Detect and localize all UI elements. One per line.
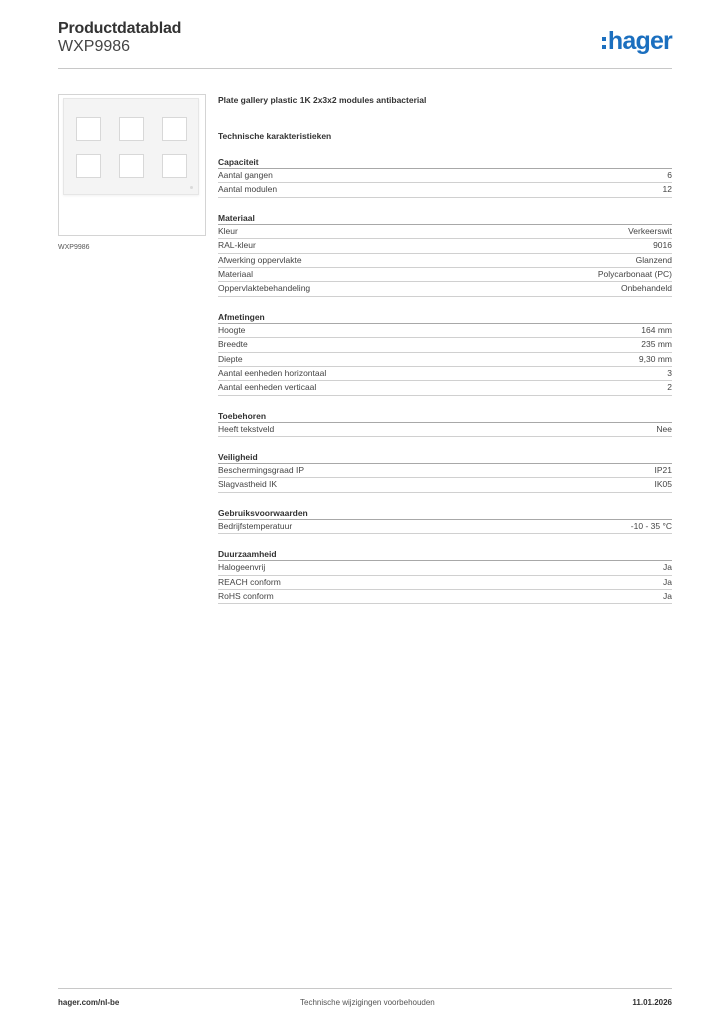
spec-value: Polycarbonaat (PC): [597, 268, 672, 279]
spec-value: -10 - 35 °C: [630, 520, 672, 531]
footer-date: 11.01.2026: [632, 998, 672, 1007]
spec-section: [218, 212, 672, 297]
module-opening: [76, 154, 101, 178]
section-title: Afmetingen: [218, 311, 672, 324]
spec-label: REACH conform: [218, 576, 281, 587]
section-title: Toebehoren: [218, 410, 672, 423]
spec-label: Aantal eenheden verticaal: [218, 382, 317, 393]
spec-value: 164 mm: [641, 324, 672, 335]
footer-note: Technische wijzigingen voorbehouden: [300, 998, 435, 1007]
spec-value: 6: [667, 170, 672, 180]
spec-value: Ja: [663, 576, 672, 587]
spec-value: Ja: [663, 591, 672, 602]
spec-row: [218, 464, 672, 478]
module-opening: [76, 117, 101, 141]
spec-section: [218, 410, 672, 437]
spec-value: 2: [667, 382, 672, 393]
section-title: Gebruiksvoorwaarden: [218, 507, 672, 520]
spec-value: Onbehandeld: [620, 283, 672, 294]
spec-row: [218, 478, 672, 492]
spec-row: [218, 324, 672, 338]
spec-row: [218, 183, 672, 197]
spec-label: Slagvastheid IK: [218, 479, 278, 490]
spec-section: [218, 311, 672, 396]
tech-heading: Technische karakteristieken: [218, 131, 332, 141]
spec-row: [218, 381, 672, 395]
spec-value: 12: [662, 184, 672, 195]
module-opening: [162, 154, 187, 178]
hager-logo: [602, 26, 672, 56]
spec-row: [218, 338, 672, 352]
spec-value: 235 mm: [641, 339, 672, 350]
section-title: Capaciteit: [218, 156, 672, 169]
spec-row: [218, 576, 672, 590]
spec-value: Ja: [663, 562, 672, 573]
spec-row: [218, 225, 672, 239]
footer-url: hager.com/nl-be: [58, 998, 120, 1007]
spec-label: Aantal eenheden horizontaal: [218, 367, 327, 378]
spec-row: [218, 520, 672, 534]
module-opening: [119, 154, 144, 178]
spec-section: [218, 156, 672, 198]
spec-label: Materiaal: [218, 268, 253, 279]
footer-divider: [58, 988, 672, 989]
section-title: Materiaal: [218, 212, 672, 225]
logo-dots-icon: [602, 37, 606, 49]
spec-label: Diepte: [218, 353, 243, 364]
spec-label: Aantal modulen: [218, 184, 278, 195]
spec-value: Nee: [656, 423, 672, 434]
spec-row: [218, 367, 672, 381]
spec-row: [218, 254, 672, 268]
spec-value: Glanzend: [635, 254, 672, 265]
image-caption: WXP9986: [58, 244, 90, 251]
spec-label: Oppervlaktebehandeling: [218, 283, 311, 294]
spec-row: [218, 169, 672, 183]
logo-wordmark: hager: [607, 26, 672, 55]
spec-row: [218, 423, 672, 437]
spec-value: IP21: [654, 465, 672, 476]
header-divider: [58, 68, 672, 69]
spec-row: [218, 561, 672, 575]
spec-label: Beschermingsgraad IP: [218, 465, 304, 476]
module-opening: [119, 117, 144, 141]
spec-label: Bedrijfstemperatuur: [218, 520, 293, 531]
spec-row: [218, 239, 672, 253]
product-image: [58, 94, 206, 236]
spec-label: Heeft tekstveld: [218, 423, 275, 434]
spec-section: [218, 548, 672, 604]
product-code: WXP9986: [58, 38, 131, 55]
spec-row: [218, 268, 672, 282]
spec-label: Kleur: [218, 225, 238, 236]
spec-label: Aantal gangen: [218, 170, 273, 180]
spec-content: [218, 94, 672, 604]
plate-indicator-dot: [190, 186, 193, 189]
product-description: Plate gallery plastic 1K 2x3x2 modules antibacterial: [218, 95, 427, 105]
spec-sections: [218, 156, 672, 604]
spec-label: Halogeenvrij: [218, 562, 266, 573]
spec-section: [218, 451, 672, 493]
spec-row: [218, 590, 672, 604]
spec-value: 3: [667, 367, 672, 378]
cover-plate-illustration: [63, 98, 199, 195]
spec-row: [218, 282, 672, 296]
spec-label: Breedte: [218, 339, 248, 350]
spec-label: RoHS conform: [218, 591, 274, 602]
module-opening: [162, 117, 187, 141]
spec-label: RAL-kleur: [218, 240, 256, 251]
spec-label: Hoogte: [218, 324, 246, 335]
page-title: Productdatablad: [58, 20, 182, 37]
spec-value: IK05: [654, 479, 672, 490]
spec-value: 9,30 mm: [638, 353, 672, 364]
spec-section: [218, 507, 672, 534]
spec-value: 9016: [653, 240, 672, 251]
spec-row: [218, 353, 672, 367]
section-title: Veiligheid: [218, 451, 672, 464]
spec-value: Verkeerswit: [628, 225, 672, 236]
section-title: Duurzaamheid: [218, 548, 672, 561]
spec-label: Afwerking oppervlakte: [218, 254, 302, 265]
